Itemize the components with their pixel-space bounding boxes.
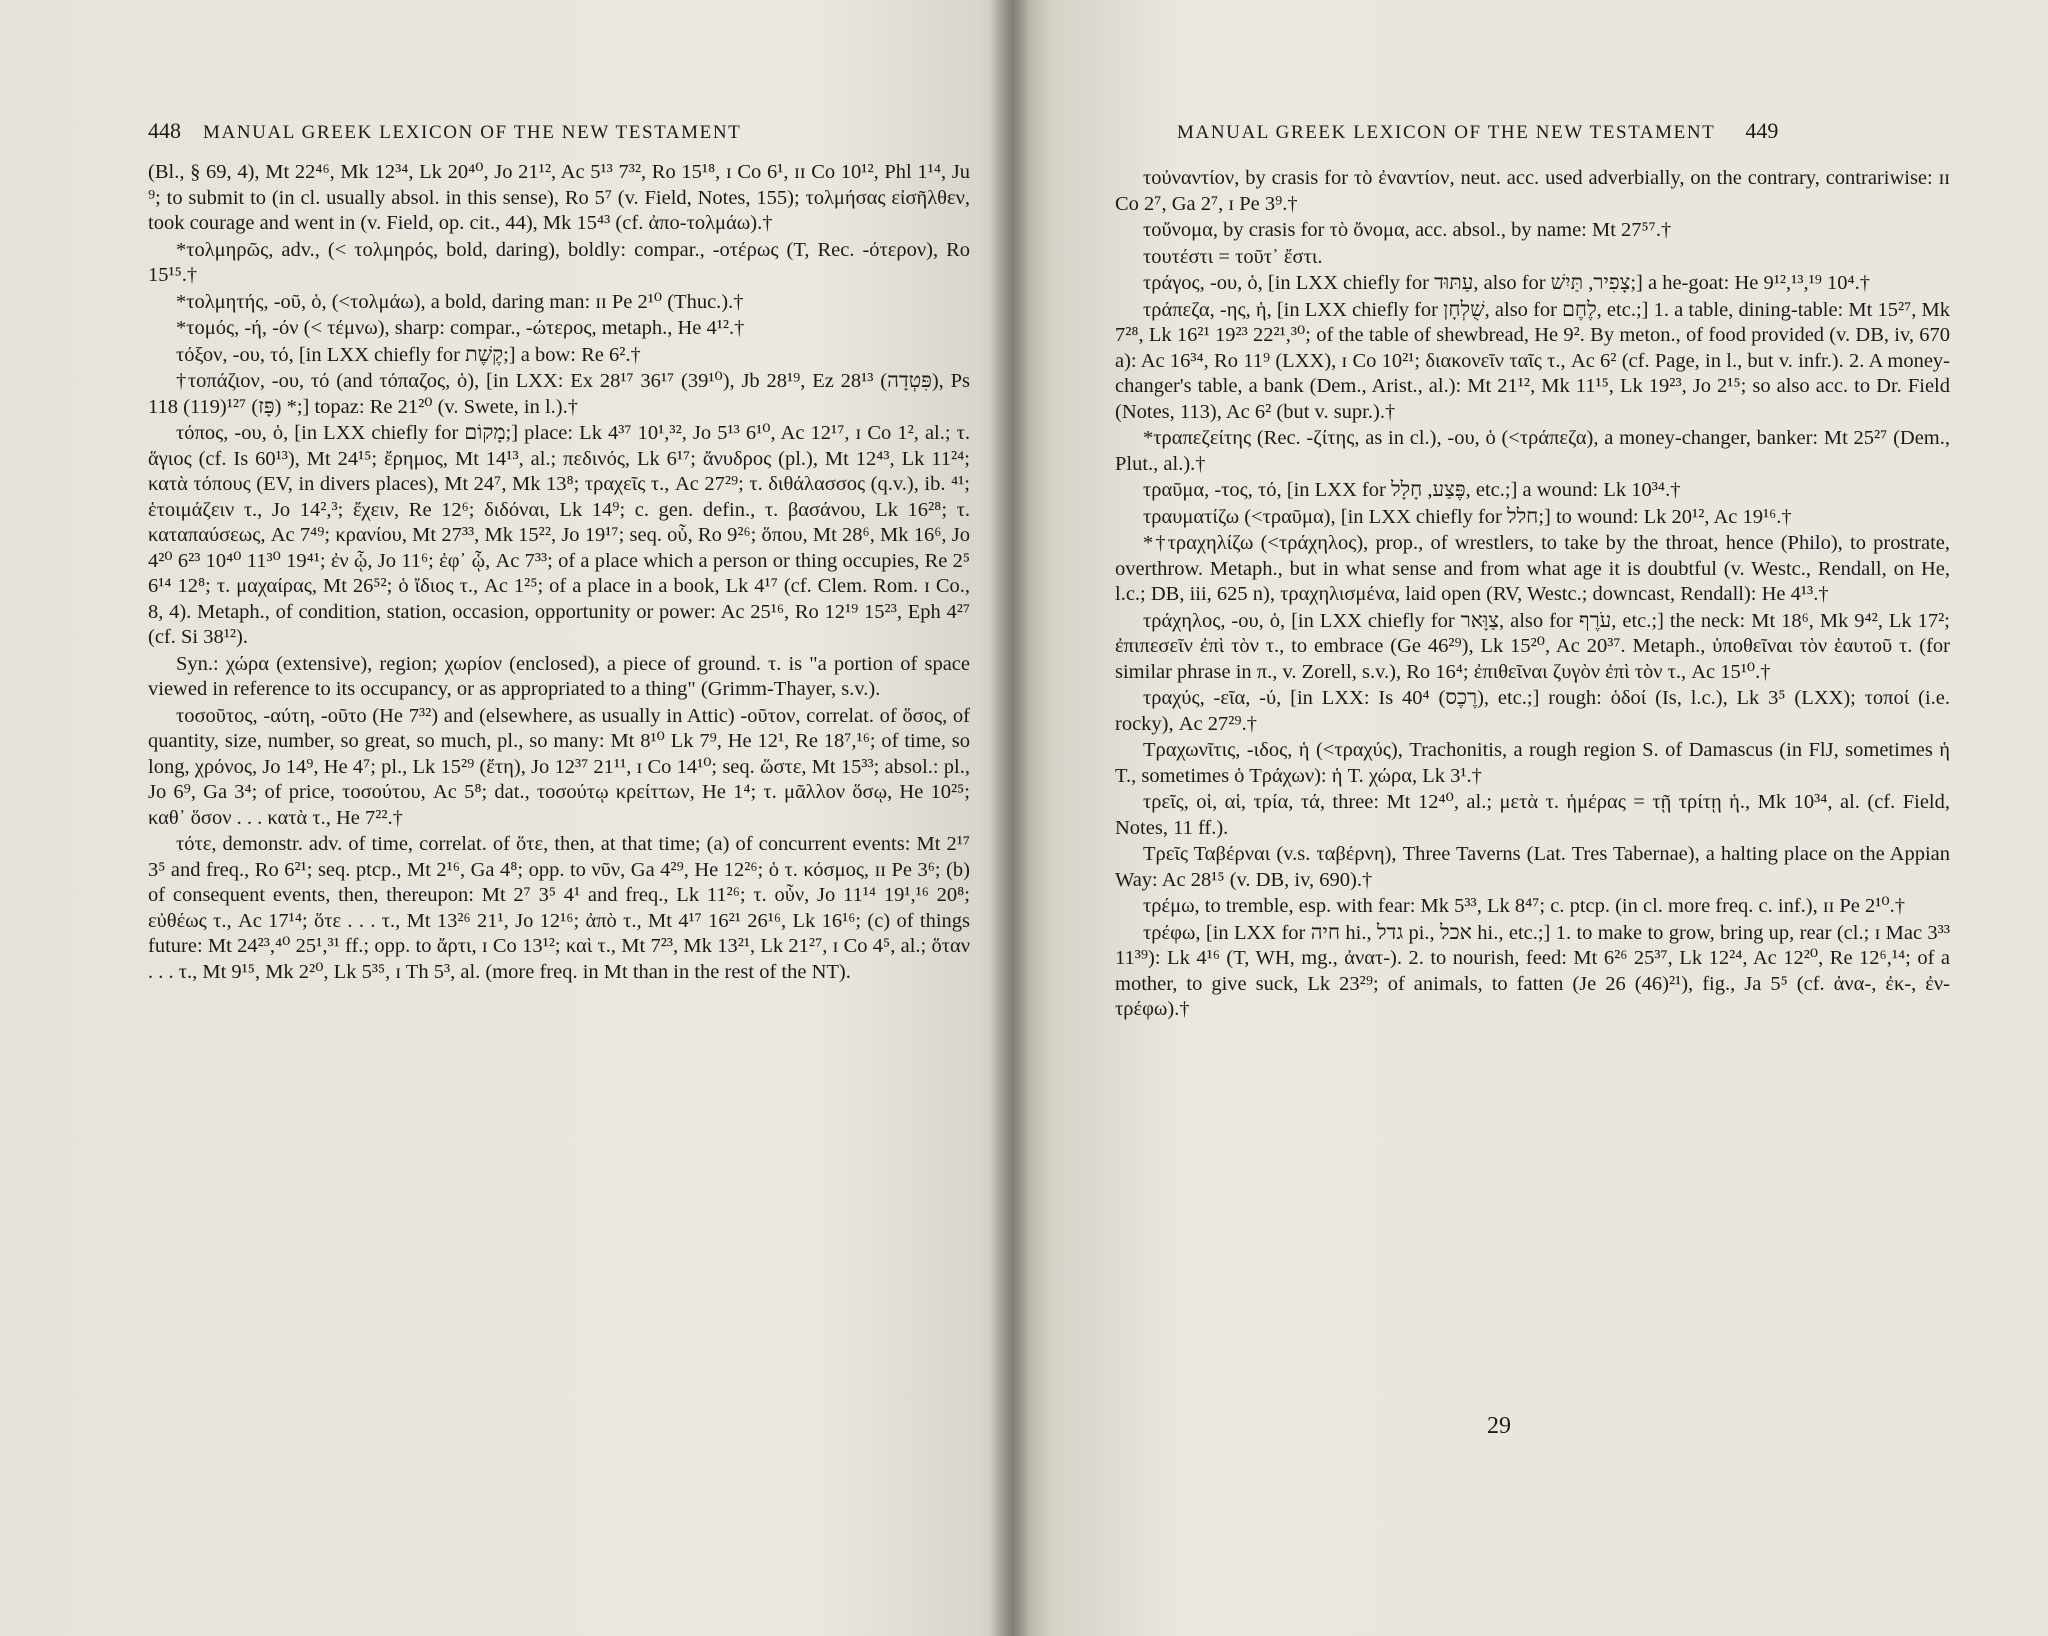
lexicon-entry: τράπεζα, -ης, ἡ, [in LXX chiefly for שֻׁלְחָן, also for לֶחֶם, etc.;] 1. a table, dining-table: Mt 15²⁷, Mk 7²⁸, Lk 16²¹ 19²³ 22²¹,³⁰; of the table of shewbread, He 9². By meton., of food provided (v. DB, iv, 670 a): Ac 16³⁴, Ro 11⁹ (LXX), ɪ Co 10²¹; διακονεῖν ταῖς τ., Ac 6² (cf. Page, in l., but v. infr.). 2. A money-changer's table, a bank (Dem., Arist., al.): Mt 21¹², Mk 11¹⁵, Lk 19²³, Jo 2¹⁵; so also acc. to Dr. Field (Notes, 113), Ac 6² (but v. supr.).†	[1115, 298, 1950, 423]
lexicon-entry: *τολμηρῶς, adv., (< τολμηρός, bold, daring), boldly: compar., -οτέρως (T, Rec. -ότερον), Ro 15¹⁵.†	[148, 238, 970, 286]
lexicon-entry: *τομός, -ή, -όν (< τέμνω), sharp: compar., -ώτερος, metaph., He 4¹².†	[176, 317, 745, 339]
left-head-title: MANUAL GREEK LEXICON OF THE NEW TESTAMENT	[203, 122, 742, 143]
lexicon-entry: τραυματίζω (<τραῦμα), [in LXX chiefly for חלל;] to wound: Lk 20¹², Ac 19¹⁶.†	[1143, 505, 1792, 528]
right-running-head	[1177, 118, 1778, 144]
lexicon-entry: τραχύς, -εῖα, -ύ, [in LXX: Is 40⁴ (רֶכֶס), etc.;] rough: ὁδοί (Is, l.c.), Lk 3⁵ (LXX); τοποί (i.e. rocky), Ac 27²⁹.†	[1115, 687, 1950, 735]
signature-number: 29	[1487, 1413, 1511, 1439]
right-page	[1012, 0, 2048, 1636]
left-running-head	[148, 118, 741, 144]
left-page	[0, 0, 1012, 1636]
lexicon-entry: Τραχωνῖτις, -ιδος, ἡ (<τραχύς), Trachonitis, a rough region S. of Damascus (in FlJ, sometimes ἡ T., sometimes ὁ Τράχων): ἡ T. χώρα, Lk 3¹.†	[1115, 739, 1950, 787]
right-head-title: MANUAL GREEK LEXICON OF THE NEW TESTAMENT	[1177, 122, 1716, 143]
lexicon-entry: τρέφω, [in LXX for חיה hi., גדל pi., אכל hi., etc.;] 1. to make to grow, bring up, rear (cl.; ɪ Mac 3³³ 11³⁹): Lk 4¹⁶ (T, WH, mg., ἀνατ-). 2. to nourish, feed: Mt 6²⁶ 25³⁷, Lk 12²⁴, Ac 12²⁰, Re 12⁶,¹⁴; of a mother, to give suck, Lk 23²⁹; of animals, to fatten (Je 26 (46)²¹), fig., Ja 5⁵ (cf. ἀνα-, ἐκ-, ἐν-τρέφω).†	[1115, 921, 1950, 1020]
lexicon-entry: τουτέστι = τοῦτ᾽ ἔστι.	[1143, 245, 1323, 268]
lexicon-entry: τρεῖς, οἱ, αἱ, τρία, τά, three: Mt 12⁴⁰, al.; μετὰ τ. ἡμέρας = τῇ τρίτῃ ἡ., Mk 10³⁴, al. (cf. Field, Notes, 11 ff.).	[1115, 791, 1950, 839]
lexicon-entry: τόξον, -ου, τό, [in LXX chiefly for קֶשֶׁת;] a bow: Re 6².†	[176, 343, 641, 366]
lexicon-entry: *†τραχηλίζω (<τράχηλος), prop., of wrestlers, to take by the throat, hence (Philo), to prostrate, overthrow. Metaph., but in what sense and from what age it is doubtful (v. Westc., Rendall, on He, l.c.; DB, iii, 625 n), τραχηλισμένα, laid open (RV, Westc.; downcast, Rendall): He 4¹³.†	[1115, 532, 1950, 605]
lexicon-entry: *τολμητής, -οῦ, ὁ, (<τολμάω), a bold, daring man: ɪɪ Pe 2¹⁰ (Thuc.).†	[176, 290, 744, 313]
lexicon-entry: τράχηλος, -ου, ὁ, [in LXX chiefly for צַוָּאר, also for עֹרֶף, etc.;] the neck: Mt 18⁶, Mk 9⁴², Lk 17²; ἐπιπεσεῖν ἐπὶ τὸν τ., to embrace (Ge 46²⁹), Lk 15²⁰, Ac 20³⁷. Metaph., ὑποθεῖναι τὸν ἑαυτοῦ τ. (for similar phrase in π., v. Zorell, s.v.), Ro 16⁴; ἐπιθεῖναι ζυγὸν ἐπὶ τὸν τ., Ac 15¹⁰.†	[1115, 609, 1950, 683]
right-page-number: 449	[1745, 118, 1779, 143]
synonym-note: Syn.: χώρα (extensive), region; χωρίον (enclosed), a piece of ground. τ. is "a portion of space viewed in reference to its occupancy, or as appropriated to a thing" (Grimm-Thayer, s.v.).	[148, 652, 970, 700]
lexicon-entry: †τοπάζιον, -ου, τό (and τόπαζος, ὁ), [in LXX: Ex 28¹⁷ 36¹⁷ (39¹⁰), Jb 28¹⁹, Ez 28¹³ (פִּטְדָה), Ps 118 (119)¹²⁷ (פָּז) *;] topaz: Re 21²⁰ (v. Swete, in l.).†	[148, 370, 970, 418]
left-page-number: 448	[148, 118, 181, 143]
right-column	[1115, 166, 1950, 1024]
lexicon-entry: τοὔνομα, by crasis for τὸ ὄνομα, acc. absol., by name: Mt 27⁵⁷.†	[1143, 219, 1672, 241]
lexicon-entry: τραῦμα, -τος, τό, [in LXX for פֶּצַע, חָלָל, etc.;] a wound: Lk 10³⁴.†	[1143, 479, 1681, 501]
lexicon-entry: τοὐναντίον, by crasis for τὸ ἐναντίον, neut. acc. used adverbially, on the contrary, contrariwise: ɪɪ Co 2⁷, Ga 2⁷, ɪ Pe 3⁹.†	[1115, 167, 1950, 215]
lexicon-entry: Τρεῖς Ταβέρναι (v.s. ταβέρνη), Three Taverns (Lat. Tres Tabernae), a halting place on the Appian Way: Ac 28¹⁵ (v. DB, iv, 690).†	[1115, 843, 1950, 891]
lexicon-entry: τότε, demonstr. adv. of time, correlat. of ὅτε, then, at that time; (a) of concurrent events: Mt 2¹⁷ 3⁵ and freq., Ro 6²¹; seq. ptcp., Mt 2¹⁶, Ga 4⁸; opp. to νῦν, Ga 4²⁹, He 12²⁶; ὁ τ. κόσμος, ɪɪ Pe 3⁶; (b) of consequent events, then, thereupon: Mt 2⁷ 3⁵ 4¹ and freq., Lk 11²⁶; τ. οὖν, Jo 11¹⁴ 19¹,¹⁶ 20⁸; εὐθέως τ., Ac 17¹⁴; ὅτε . . . τ., Mt 13²⁶ 21¹, Jo 12¹⁶; ἀπὸ τ., Mt 4¹⁷ 16²¹ 26¹⁶, Lk 16¹⁶; (c) of things future: Mt 24²³,⁴⁰ 25¹,³¹ ff.; opp. to ἄρτι, ɪ Co 13¹²; καὶ τ., Mt 7²³, Mk 13²¹, Lk 21²⁷, ɪ Co 4⁵, al.; ὅταν . . . τ., Mt 9¹⁵, Mk 2²⁰, Lk 5³⁵, ɪ Th 5³, al. (more freq. in Mt than in the rest of the NT).	[148, 833, 970, 983]
left-column	[148, 160, 970, 986]
lexicon-entry: (Bl., § 69, 4), Mt 22⁴⁶, Mk 12³⁴, Lk 20⁴⁰, Jo 21¹², Ac 5¹³ 7³², Ro 15¹⁸, ɪ Co 6¹, ɪɪ Co 10¹², Phl 1¹⁴, Ju ⁹; to submit to (in cl. usually absol. in this sense), Ro 5⁷ (v. Field, Notes, 155); τολμήσας εἰσῆλθεν, took courage and went in (v. Field, op. cit., 44), Mk 15⁴³ (cf. ἀπο-τολμάω).†	[148, 161, 970, 234]
lexicon-entry: τρέμω, to tremble, esp. with fear: Mk 5³³, Lk 8⁴⁷; c. ptcp. (in cl. more freq. c. inf.), ɪɪ Pe 2¹⁰.†	[1143, 895, 1906, 917]
lexicon-entry: *τραπεζείτης (Rec. -ζίτης, as in cl.), -ου, ὁ (<τράπεζα), a money-changer, banker: Mt 25²⁷ (Dem., Plut., al.).†	[1115, 427, 1950, 475]
book-gutter	[990, 0, 1030, 1636]
lexicon-entry: τόπος, -ου, ὁ, [in LXX chiefly for מָקוֹם;] place: Lk 4³⁷ 10¹,³², Jo 5¹³ 6¹⁰, Ac 12¹⁷, ɪ Co 1², al.; τ. ἅγιος (cf. Is 60¹³), Mt 24¹⁵; ἔρημος, Mt 14¹³, al.; πεδινός, Lk 6¹⁷; ἄνυδρος (pl.), Mt 12⁴³, Lk 11²⁴; κατὰ τόπους (EV, in divers places), Mt 24⁷, Mk 13⁸; τραχεῖς τ., Ac 27²⁹; τ. διθάλασσος (q.v.), ib. ⁴¹; ἑτοιμάζειν τ., Jo 14²,³; ἔχειν, Re 12⁶; διδόναι, Lk 14⁹; c. gen. defin., τ. βασάνου, Lk 16²⁸; τ. καταπαύσεως, Ac 7⁴⁹; κρανίου, Mt 27³³, Mk 15²², Jo 19¹⁷; seq. οὗ, Ro 9²⁶; ὅπου, Mt 28⁶, Mk 16⁶, Jo 4²⁰ 6²³ 10⁴⁰ 11³⁰ 19⁴¹; ἐν ᾧ, Jo 11⁶; ἐφ᾽ ᾧ, Ac 7³³; of a place which a person or thing occupies, Re 2⁵ 6¹⁴ 12⁸; τ. μαχαίρας, Mt 26⁵²; ὁ ἴδιος τ., Ac 1²⁵; of a place in a book, Lk 4¹⁷ (cf. Clem. Rom. ɪ Co., 8, 4). Metaph., of condition, station, occasion, opportunity or power: Ac 25¹⁶, Ro 12¹⁹ 15²³, Eph 4²⁷ (cf. Si 38¹²).	[148, 422, 971, 648]
lexicon-entry: τοσοῦτος, -αύτη, -οῦτο (He 7³²) and (elsewhere, as usually in Attic) -οῦτον, correlat. of ὅσος, of quantity, size, number, so great, so much, pl., so many: Mt 8¹⁰ Lk 7⁹, He 12¹, Re 18⁷,¹⁶; of time, so long, χρόνος, Jo 14⁹, He 4⁷; pl., Lk 15²⁹ (ἔτη), Jo 12³⁷ 21¹¹, ɪ Co 14¹⁰; seq. ὥστε, Mt 15³³; absol.: pl., Jo 6⁹, Ga 3⁴; of price, τοσούτου, Ac 5⁸; dat., τοσούτῳ κρείττων, He 1⁴; τ. μᾶλλον ὅσῳ, He 10²⁵; καθ᾽ ὅσον . . . κατὰ τ., He 7²².†	[148, 704, 970, 829]
lexicon-entry: τράγος, -ου, ὁ, [in LXX chiefly for עַתּוּד, also for צָפִיר, תַּיִשׁ;] a he-goat: He 9¹²,¹³,¹⁹ 10⁴.†	[1143, 272, 1871, 294]
